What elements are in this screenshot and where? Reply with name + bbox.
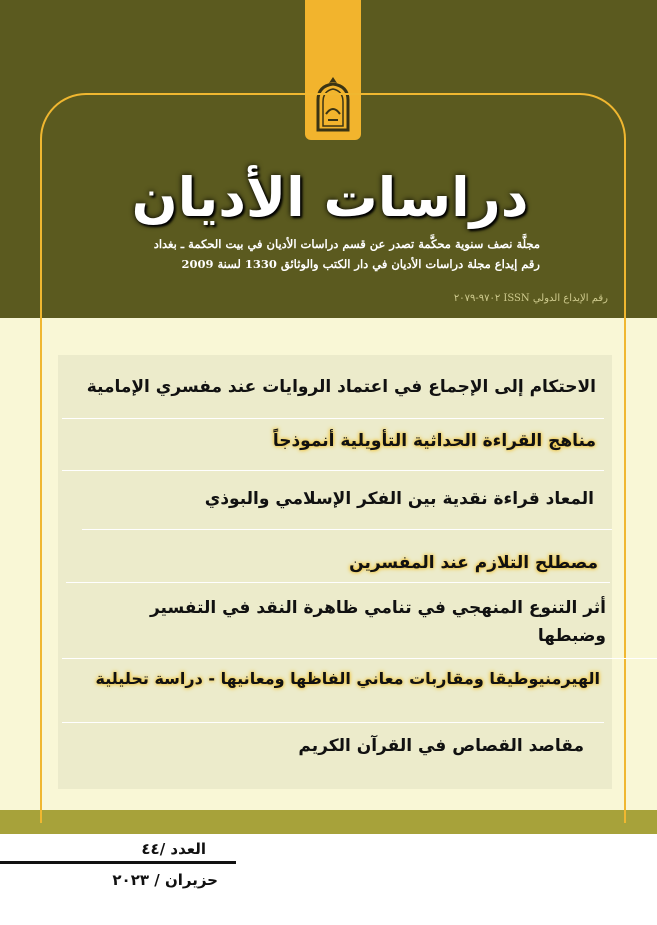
issue-date: حزيران / ٢٠٢٣ bbox=[112, 871, 218, 889]
article-title: الهيرمنيوطيقا ومقاربات معاني الفاظها ومعانيها - دراسة تحليلية bbox=[95, 669, 600, 688]
article-divider bbox=[62, 470, 604, 471]
journal-issn: رقم الإيداع الدولي ISSN ٩٧٠٢-٢٠٧٩ bbox=[453, 293, 608, 304]
article-title: الاحتكام إلى الإجماع في اعتماد الروايات عند مفسري الإمامية bbox=[86, 377, 596, 397]
article-title: مصطلح التلازم عند المفسرين bbox=[349, 553, 598, 573]
journal-title: دراسات الأديان bbox=[131, 166, 529, 229]
article-divider bbox=[62, 722, 604, 723]
journal-subtitle: مجلَّة نصف سنوية محكَّمة تصدر عن قسم دراسات الأديان في بيت الحكمة ـ بغداد bbox=[153, 237, 540, 251]
article-divider bbox=[62, 658, 657, 659]
article-title: المعاد قراءة نقدية بين الفكر الإسلامي والبوذي bbox=[204, 489, 594, 509]
article-divider bbox=[62, 418, 604, 419]
article-title: مناهج القراءة الحداثية التأويلية أنموذجاً bbox=[272, 431, 596, 451]
article-divider bbox=[82, 529, 612, 530]
issue-rule bbox=[0, 861, 236, 864]
article-title: مقاصد القصاص في القرآن الكريم bbox=[298, 736, 584, 756]
issue-number: العدد /٤٤ bbox=[141, 840, 206, 858]
article-divider bbox=[66, 582, 610, 583]
article-title: أثر التنوع المنهجي في تنامي ظاهرة النقد في التفسير وضبطها bbox=[149, 598, 606, 646]
journal-deposit-number: رقم إيداع مجلة دراسات الأديان في دار الكتب والوثائق 1330 لسنة 2009 bbox=[181, 257, 540, 271]
